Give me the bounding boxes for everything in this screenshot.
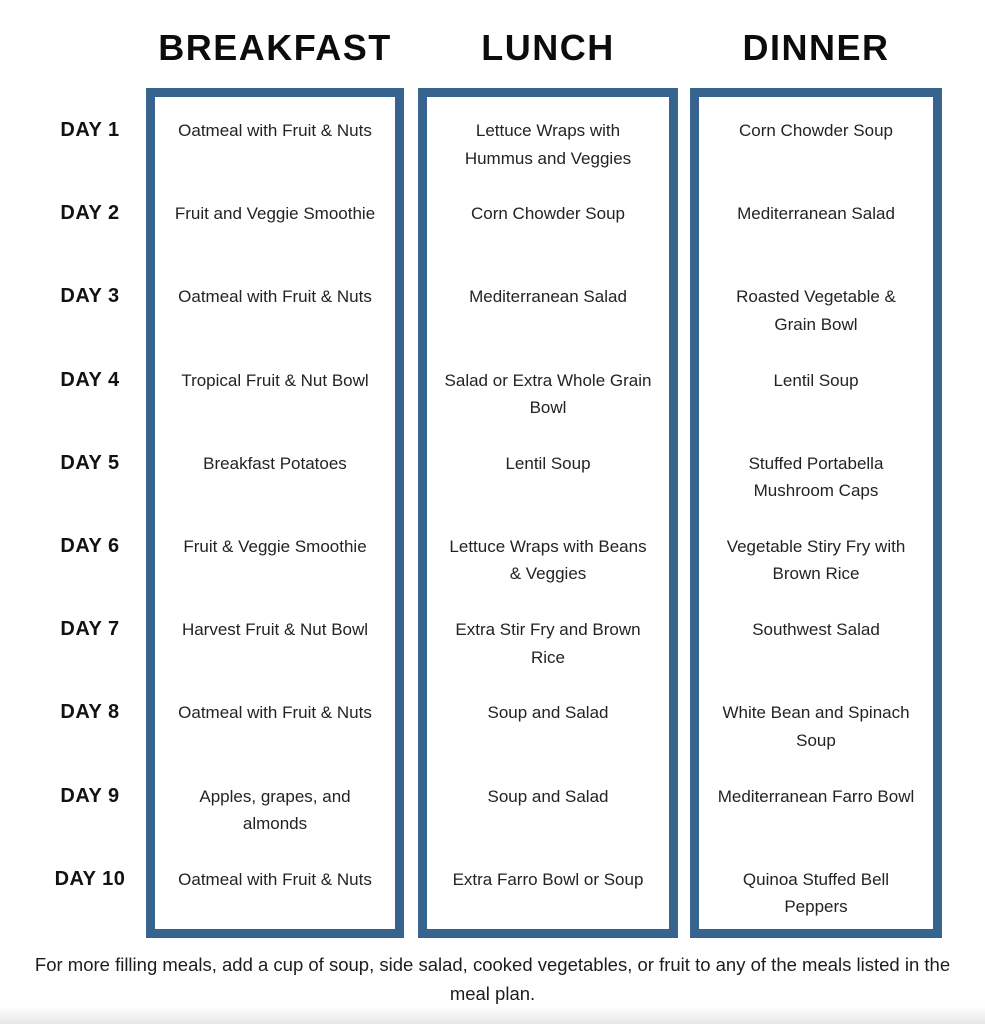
day-label-9: DAY 9	[60, 784, 120, 807]
meal-cell-dinner: Mediterranean Farro Bowl	[717, 786, 915, 806]
meal-cell-dinner: Corn Chowder Soup	[738, 121, 894, 140]
meal-cell-lunch: Extra Stir Fry and Brown Rice	[455, 620, 641, 667]
day-label-2: DAY 2	[60, 202, 120, 225]
meal-cell-lunch: Lentil Soup	[505, 453, 591, 473]
meal-cell-lunch: Soup and Salad	[487, 703, 609, 723]
day-label-7: DAY 7	[60, 618, 120, 641]
meal-cell-dinner: Mediterranean Salad	[737, 204, 895, 224]
day-labels-column	[20, 97, 160, 929]
meal-cell-breakfast: Apples, grapes, and almonds	[199, 786, 351, 834]
dinner-column-box	[690, 88, 942, 938]
meal-cell-lunch: Corn Chowder Soup	[470, 204, 626, 224]
day-label-1: DAY 1	[60, 119, 120, 141]
meal-cell-dinner: Southwest Salad	[752, 620, 880, 640]
meal-cell-lunch: Lettuce Wraps with Hummus and Veggies	[464, 121, 632, 168]
meal-cell-dinner: Quinoa Stuffed Bell Peppers	[742, 869, 890, 917]
meal-cell-lunch: Mediterranean Salad	[469, 287, 627, 307]
meal-cell-lunch: Salad or Extra Whole Grain Bowl	[444, 370, 652, 418]
meal-cell-lunch: Lettuce Wraps with Beans & Veggies	[449, 536, 647, 584]
meal-cell-breakfast: Breakfast Potatoes	[203, 453, 347, 473]
meal-cell-dinner: White Bean and Spinach Soup	[722, 703, 910, 750]
meal-cell-dinner: Vegetable Stiry Fry with Brown Rice	[726, 536, 906, 584]
meal-cell-lunch: Soup and Salad	[487, 786, 609, 806]
meal-cell-lunch: Extra Farro Bowl or Soup	[452, 869, 644, 889]
column-header-dinner: DINNER	[742, 27, 890, 68]
lunch-column-box	[418, 88, 678, 938]
day-label-5: DAY 5	[60, 451, 120, 474]
meal-cell-breakfast: Oatmeal with Fruit & Nuts	[178, 121, 372, 140]
meal-cell-breakfast: Harvest Fruit & Nut Bowl	[181, 620, 369, 640]
footer-note: For more filling meals, add a cup of soup, side salad, cooked vegetables, or fruit to any of the meals listed in the meal plan.	[34, 954, 951, 1004]
meal-cell-breakfast: Oatmeal with Fruit & Nuts	[178, 703, 372, 723]
meal-cell-breakfast: Fruit and Veggie Smoothie	[174, 204, 376, 224]
meal-cell-dinner: Roasted Vegetable & Grain Bowl	[736, 287, 896, 334]
bottom-page-fade	[0, 1006, 985, 1024]
meal-cell-dinner: Stuffed Portabella Mushroom Caps	[748, 453, 884, 501]
day-label-8: DAY 8	[60, 701, 120, 724]
meal-cell-breakfast: Fruit & Veggie Smoothie	[183, 536, 367, 556]
day-label-6: DAY 6	[60, 534, 120, 557]
day-label-10: DAY 10	[54, 867, 126, 890]
meal-cell-breakfast: Tropical Fruit & Nut Bowl	[181, 370, 369, 390]
day-label-4: DAY 4	[60, 368, 120, 391]
column-header-breakfast: BREAKFAST	[158, 27, 392, 68]
meal-cell-dinner: Lentil Soup	[773, 370, 859, 390]
day-label-3: DAY 3	[60, 285, 120, 308]
breakfast-column-box	[146, 88, 404, 938]
meal-cell-breakfast: Oatmeal with Fruit & Nuts	[178, 869, 372, 889]
column-header-lunch: LUNCH	[481, 27, 615, 68]
meal-cell-breakfast: Oatmeal with Fruit & Nuts	[178, 287, 372, 307]
